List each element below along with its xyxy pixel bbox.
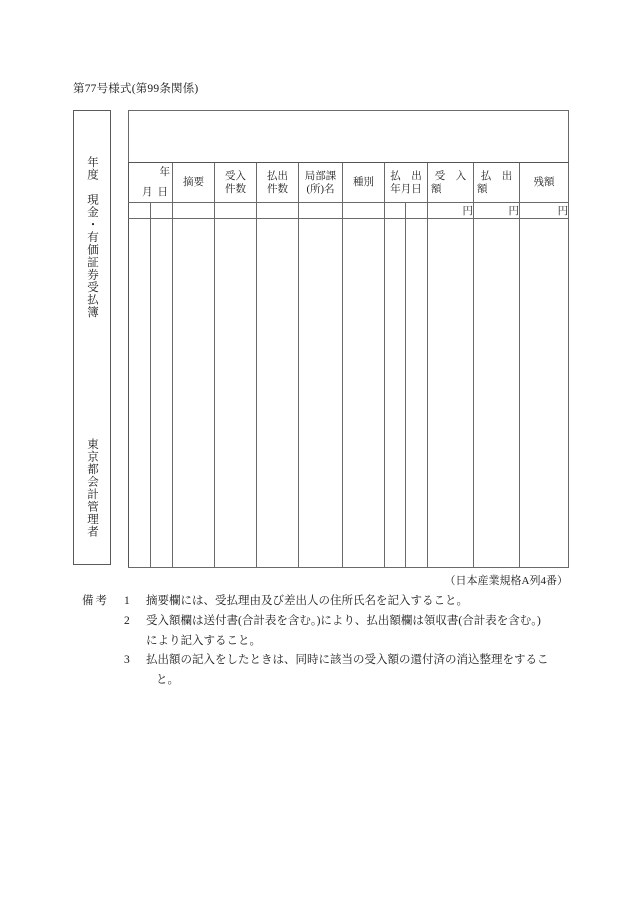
remark-text-2-cont: により記入すること。 xyxy=(146,634,261,647)
currency-cell-payment-date-a xyxy=(385,203,406,219)
header-payment-date xyxy=(385,163,428,203)
remark-number-3: 3 xyxy=(124,654,130,667)
header-category: 種別 xyxy=(343,163,385,203)
vertical-title-box xyxy=(73,110,111,565)
remark-text-2: 受入額欄は送付書(合計表を含む。)により、払出額欄は領収書(合計表を含む。) xyxy=(146,614,541,627)
header-payment-amount-line1: 払 出 xyxy=(480,170,513,182)
currency-cell-payment-date-b xyxy=(406,203,428,219)
header-date-month: 月 xyxy=(142,187,153,199)
issuing-authority-vertical: 東京都会計管理者 xyxy=(86,438,99,538)
header-date xyxy=(129,163,173,203)
entry-cell-payment-amount[interactable] xyxy=(474,219,520,568)
header-receipt-count xyxy=(215,163,257,203)
header-department-line2: (所)名 xyxy=(306,183,335,195)
currency-cell-month xyxy=(129,203,151,219)
entry-cell-payment-count[interactable] xyxy=(257,219,299,568)
ledger-title-vertical: 年度 現金・有価証券受払簿 xyxy=(86,156,99,319)
paper-size-note: （日本産業規格A列4番） xyxy=(444,575,568,587)
currency-cell-day xyxy=(151,203,173,219)
header-date-year: 年 xyxy=(159,167,170,179)
currency-cell-category xyxy=(343,203,385,219)
form-number-heading: 第77号様式(第99条関係) xyxy=(73,83,199,95)
header-receipt-amount-line2: 額 xyxy=(431,183,442,195)
remarks-section xyxy=(82,592,582,691)
currency-mark-balance: 円 xyxy=(520,203,569,219)
ledger-table xyxy=(128,110,569,568)
currency-cell-receipt-count xyxy=(215,203,257,219)
entry-cell-category[interactable] xyxy=(343,219,385,568)
header-date-day: 日 xyxy=(157,187,168,199)
currency-cell-department xyxy=(299,203,343,219)
header-receipt-amount-line1: 受 入 xyxy=(434,170,467,182)
remark-item-1 xyxy=(82,592,582,612)
header-balance: 残額 xyxy=(520,163,569,203)
top-blank-cell xyxy=(129,111,569,163)
remark-text-3-cont: と。 xyxy=(156,674,179,687)
header-receipt-amount xyxy=(428,163,474,203)
table-header-row xyxy=(129,163,569,203)
header-payment-date-line2: 年月日 xyxy=(390,183,422,195)
currency-cell-payment-count xyxy=(257,203,299,219)
table-currency-row xyxy=(129,203,569,219)
remark-item-2 xyxy=(82,612,582,632)
header-payment-amount-line2: 額 xyxy=(477,183,488,195)
remark-text-3: 払出額の記入をしたときは、同時に該当の受入額の還付済の消込整理をするこ xyxy=(146,654,549,667)
entry-cell-department[interactable] xyxy=(299,219,343,568)
header-payment-date-line1: 払 出 xyxy=(390,170,422,182)
currency-mark-receipt-amount: 円 xyxy=(428,203,474,219)
entry-cell-payment-date-a[interactable] xyxy=(385,219,406,568)
entry-cell-receipt-amount[interactable] xyxy=(428,219,474,568)
entry-cell-day[interactable] xyxy=(151,219,173,568)
remarks-label: 備考 xyxy=(82,595,109,607)
remark-text-1: 摘要欄には、受払理由及び差出人の住所氏名を記入すること。 xyxy=(146,595,468,607)
table-entry-body-row[interactable] xyxy=(129,219,569,568)
header-payment-count-line2: 件数 xyxy=(267,183,288,195)
entry-cell-summary[interactable] xyxy=(173,219,215,568)
header-department xyxy=(299,163,343,203)
currency-cell-summary xyxy=(173,203,215,219)
header-receipt-count-line2: 件数 xyxy=(225,183,246,195)
remark-number-1: 1 xyxy=(124,595,130,607)
entry-cell-payment-date-b[interactable] xyxy=(406,219,428,568)
table-top-blank-row xyxy=(129,111,569,163)
header-summary: 摘要 xyxy=(173,163,215,203)
header-payment-count xyxy=(257,163,299,203)
remark-number-2: 2 xyxy=(124,614,130,627)
header-payment-amount xyxy=(474,163,520,203)
header-receipt-count-line1: 受入 xyxy=(225,170,246,182)
currency-mark-payment-amount: 円 xyxy=(474,203,520,219)
header-payment-count-line1: 払出 xyxy=(267,170,288,182)
remark-item-3 xyxy=(82,651,582,671)
header-department-line1: 局部課 xyxy=(304,170,337,182)
entry-cell-receipt-count[interactable] xyxy=(215,219,257,568)
entry-cell-month[interactable] xyxy=(129,219,151,568)
entry-cell-balance[interactable] xyxy=(520,219,569,568)
